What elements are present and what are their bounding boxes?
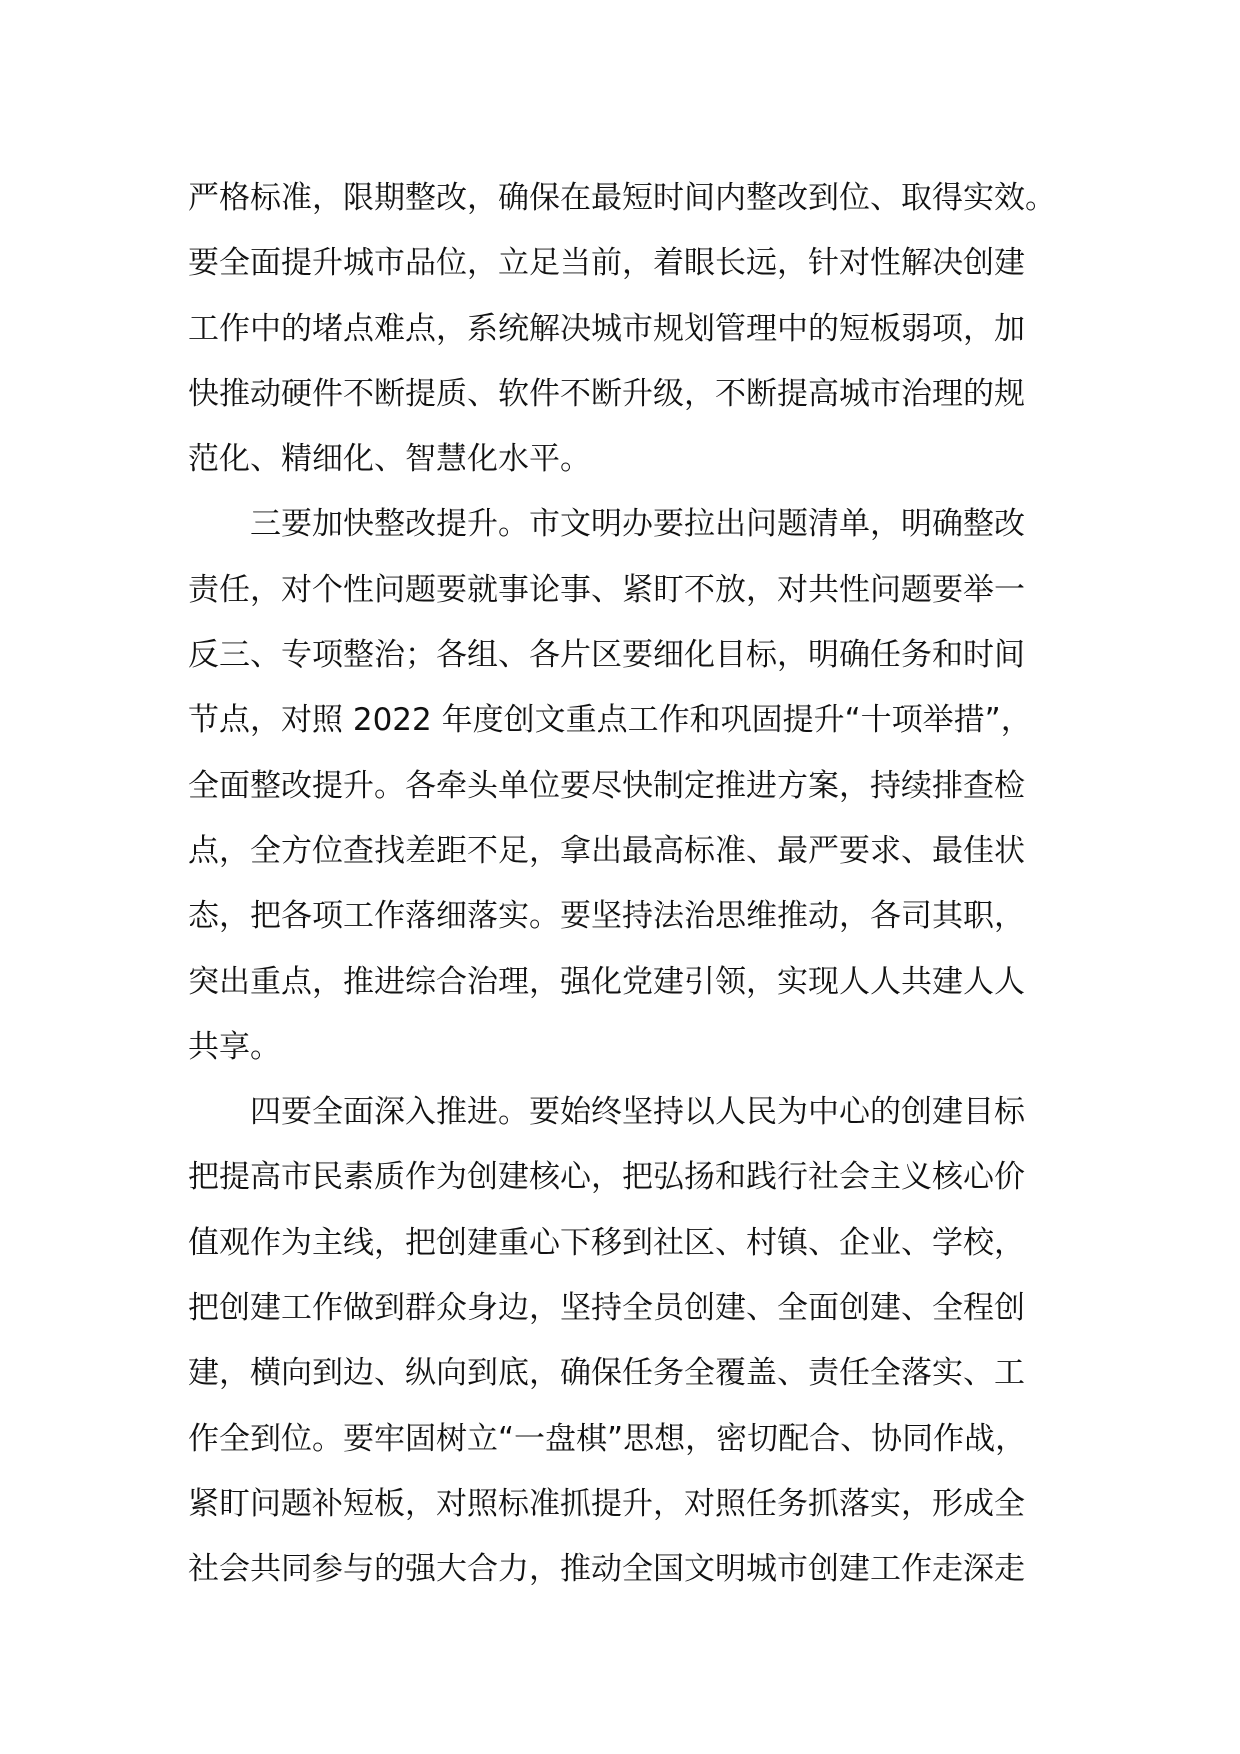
text-line: 点，全方位查找差距不足，拿出最高标准、最严要求、最佳状	[188, 832, 1025, 869]
body-text	[188, 166, 1088, 1603]
paragraph-start-line: 四要全面深入推进。要始终坚持以人民为中心的创建目标	[188, 1094, 1025, 1131]
text-line: 范化、精细化、智慧化水平。	[188, 441, 591, 478]
text-line: 社会共同参与的强大合力，推动全国文明城市创建工作走深走	[188, 1551, 1025, 1588]
text-line: 全面整改提升。各牵头单位要尽快制定推进方案，持续排查检	[188, 767, 1025, 804]
text-line: 严格标准，限期整改，确保在最短时间内整改到位、取得实效。	[188, 180, 1056, 216]
text-line: 工作中的堵点难点，系统解决城市规划管理中的短板弱项，加	[188, 310, 1025, 347]
text-line: 节点，对照 2022 年度创文重点工作和巩固提升“十项举措”，	[188, 702, 1032, 739]
text-line: 把创建工作做到群众身边，坚持全员创建、全面创建、全程创	[188, 1290, 1025, 1327]
text-line: 共享。	[188, 1028, 281, 1065]
text-line: 值观作为主线，把创建重心下移到社区、村镇、企业、学校，	[188, 1224, 1025, 1261]
text-line: 建，横向到边、纵向到底，确保任务全覆盖、责任全落实、工	[188, 1355, 1025, 1392]
text-line: 反三、专项整治；各组、各片区要细化目标，明确任务和时间	[188, 637, 1025, 674]
text-line: 把提高市民素质作为创建核心，把弘扬和践行社会主义核心价	[188, 1159, 1025, 1196]
text-line: 要全面提升城市品位，立足当前，着眼长远，针对性解决创建	[188, 245, 1025, 282]
text-line: 责任，对个性问题要就事论事、紧盯不放，对共性问题要举一	[188, 571, 1025, 608]
text-line: 紧盯问题补短板，对照标准抓提升，对照任务抓落实，形成全	[188, 1485, 1025, 1522]
paragraph-start-line: 三要加快整改提升。市文明办要拉出问题清单，明确整改	[188, 506, 1025, 543]
text-line: 快推动硬件不断提质、软件不断升级，不断提高城市治理的规	[188, 375, 1025, 412]
text-line: 突出重点，推进综合治理，强化党建引领，实现人人共建人人	[188, 963, 1025, 1000]
text-line: 作全到位。要牢固树立“一盘棋”思想，密切配合、协同作战，	[188, 1420, 1027, 1457]
text-line: 态，把各项工作落细落实。要坚持法治思维推动，各司其职，	[188, 898, 1025, 935]
